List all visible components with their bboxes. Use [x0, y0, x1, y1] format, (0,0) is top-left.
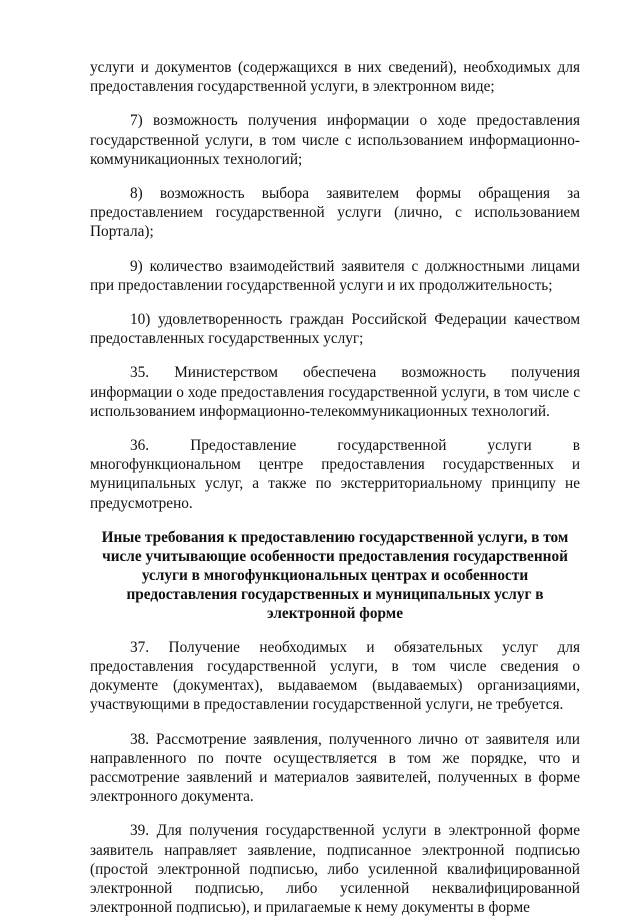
paragraph-item-8: 8) возможность выбора заявителем формы обращения за предоставлением государственной услуги (лично, с использованием Портала);	[90, 185, 580, 241]
paragraph-item-9: 9) количество взаимодействий заявителя с должностными лицами при предоставлении государственной услуги и их продолжительность;	[90, 257, 580, 294]
paragraph-item-7: 7) возможность получения информации о ходе предоставления государственной услуги, в том числе с использованием информационно-коммуникационных технологий;	[90, 112, 580, 168]
paragraph-38: 38. Рассмотрение заявления, полученного лично от заявителя или направленного по почте осуществляется в том же порядке, что и рассмотрение заявлений и материалов заявителей, полученных в форме электронного документа.	[90, 730, 580, 806]
paragraph-37: 37. Получение необходимых и обязательных услуг для предоставления государственной услуги, в том числе сведения о документе (документах), выдаваемом (выдаваемых) организациями, участвующими в предоставлении государственной услуги, не требуется.	[90, 638, 580, 714]
paragraph-36: 36. Предоставление государственной услуги в многофункциональном центре предоставления государственных и муниципальных услуг, а также по экстерриториальному принципу не предусмотрено.	[90, 437, 580, 512]
section-heading: Иные требования к предоставлению государственной услуги, в том числе учитывающие особенности предоставления государственной услуги в многофункциональных центрах и особенности предоставления государственных и муниципальных услуг в электронной форме	[101, 528, 569, 622]
paragraph-continuation: услуги и документов (содержащихся в них сведений), необходимых для предоставления государственной услуги, в электронном виде;	[90, 59, 580, 96]
paragraph-item-10: 10) удовлетворенность граждан Российской Федерации качеством предоставленных государственных услуг;	[90, 311, 580, 348]
paragraph-35: 35. Министерством обеспечена возможность получения информации о ходе предоставления государственной услуги, в том числе с использованием информационно-телекоммуникационных технологий.	[90, 364, 580, 420]
document-body	[90, 58, 580, 918]
paragraph-39: 39. Для получения государственной услуги в электронной форме заявитель направляет заявление, подписанное электронной подписью (простой электронной подписью, либо усиленной квалифицированной электронной подписью, либо усиленной неквалифицированной электронной подписью), и прилагаемые к нему документы в форме	[90, 822, 580, 917]
